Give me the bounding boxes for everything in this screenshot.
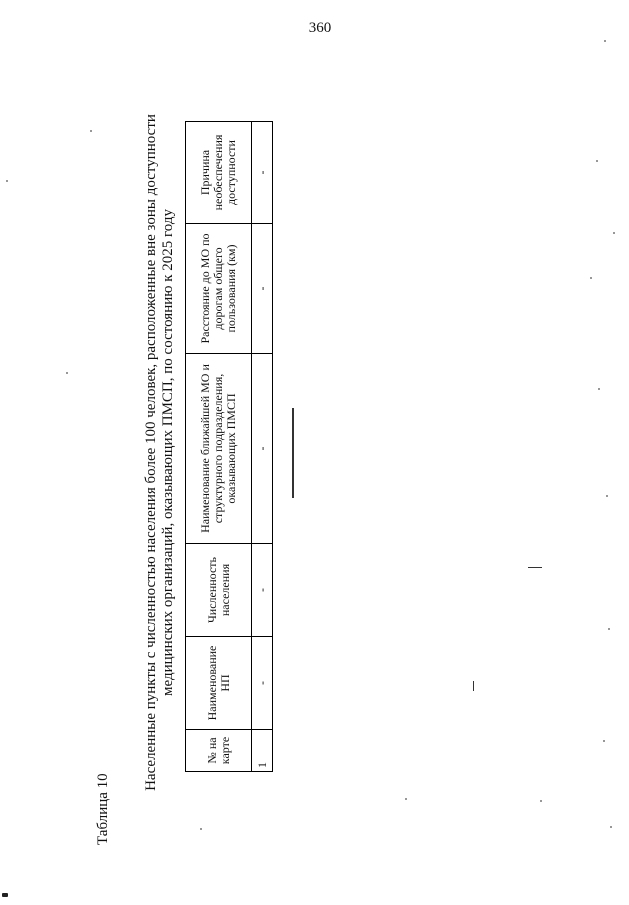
scan-speck [610,826,612,828]
scan-speck [2,893,8,897]
scan-speck [603,740,605,742]
cell-distance: - [252,224,273,354]
table-title: Населенные пункты с численностью населения более 100 человек, расположенные вне зоны доступности медицинских организаций, оказывающих ПМСП, по состоянию к 2025 году [143,114,176,791]
scan-mark [528,567,542,568]
page-number: 360 [308,20,332,36]
cell-map-number: 1 [252,730,273,772]
data-table [185,121,273,772]
scan-speck [613,232,615,234]
header-nearest-facility: Наименование ближайшей МО и структурного подразделения, оказывающих ПМСП [186,354,252,544]
scan-speck [6,180,8,182]
scan-speck [598,388,600,390]
scan-speck [604,40,606,42]
cell-nearest-facility: - [252,354,273,544]
rotated-content [95,55,295,845]
cell-settlement-name: - [252,637,273,730]
table-header-row [186,122,252,772]
scan-speck [540,800,542,802]
scan-mark [473,681,474,691]
scan-speck [200,828,202,830]
scan-speck [405,798,407,800]
table-caption: Таблица 10 [95,773,111,845]
scan-speck [606,495,608,497]
header-distance: Расстояние до МО по дорогам общего пользования (км) [186,224,252,354]
header-map-number: № на карте [186,730,252,772]
scan-speck [596,160,598,162]
cell-reason: - [252,122,273,224]
cell-population: - [252,544,273,637]
scan-speck [90,130,92,132]
scan-speck [66,372,68,374]
header-settlement-name: Наименование НП [186,637,252,730]
table-row [252,122,273,772]
header-reason: Причина необеспечения доступности [186,122,252,224]
scan-speck [590,277,592,279]
end-of-table-divider [292,408,294,498]
header-population: Численность населения [186,544,252,637]
scan-speck [608,628,610,630]
